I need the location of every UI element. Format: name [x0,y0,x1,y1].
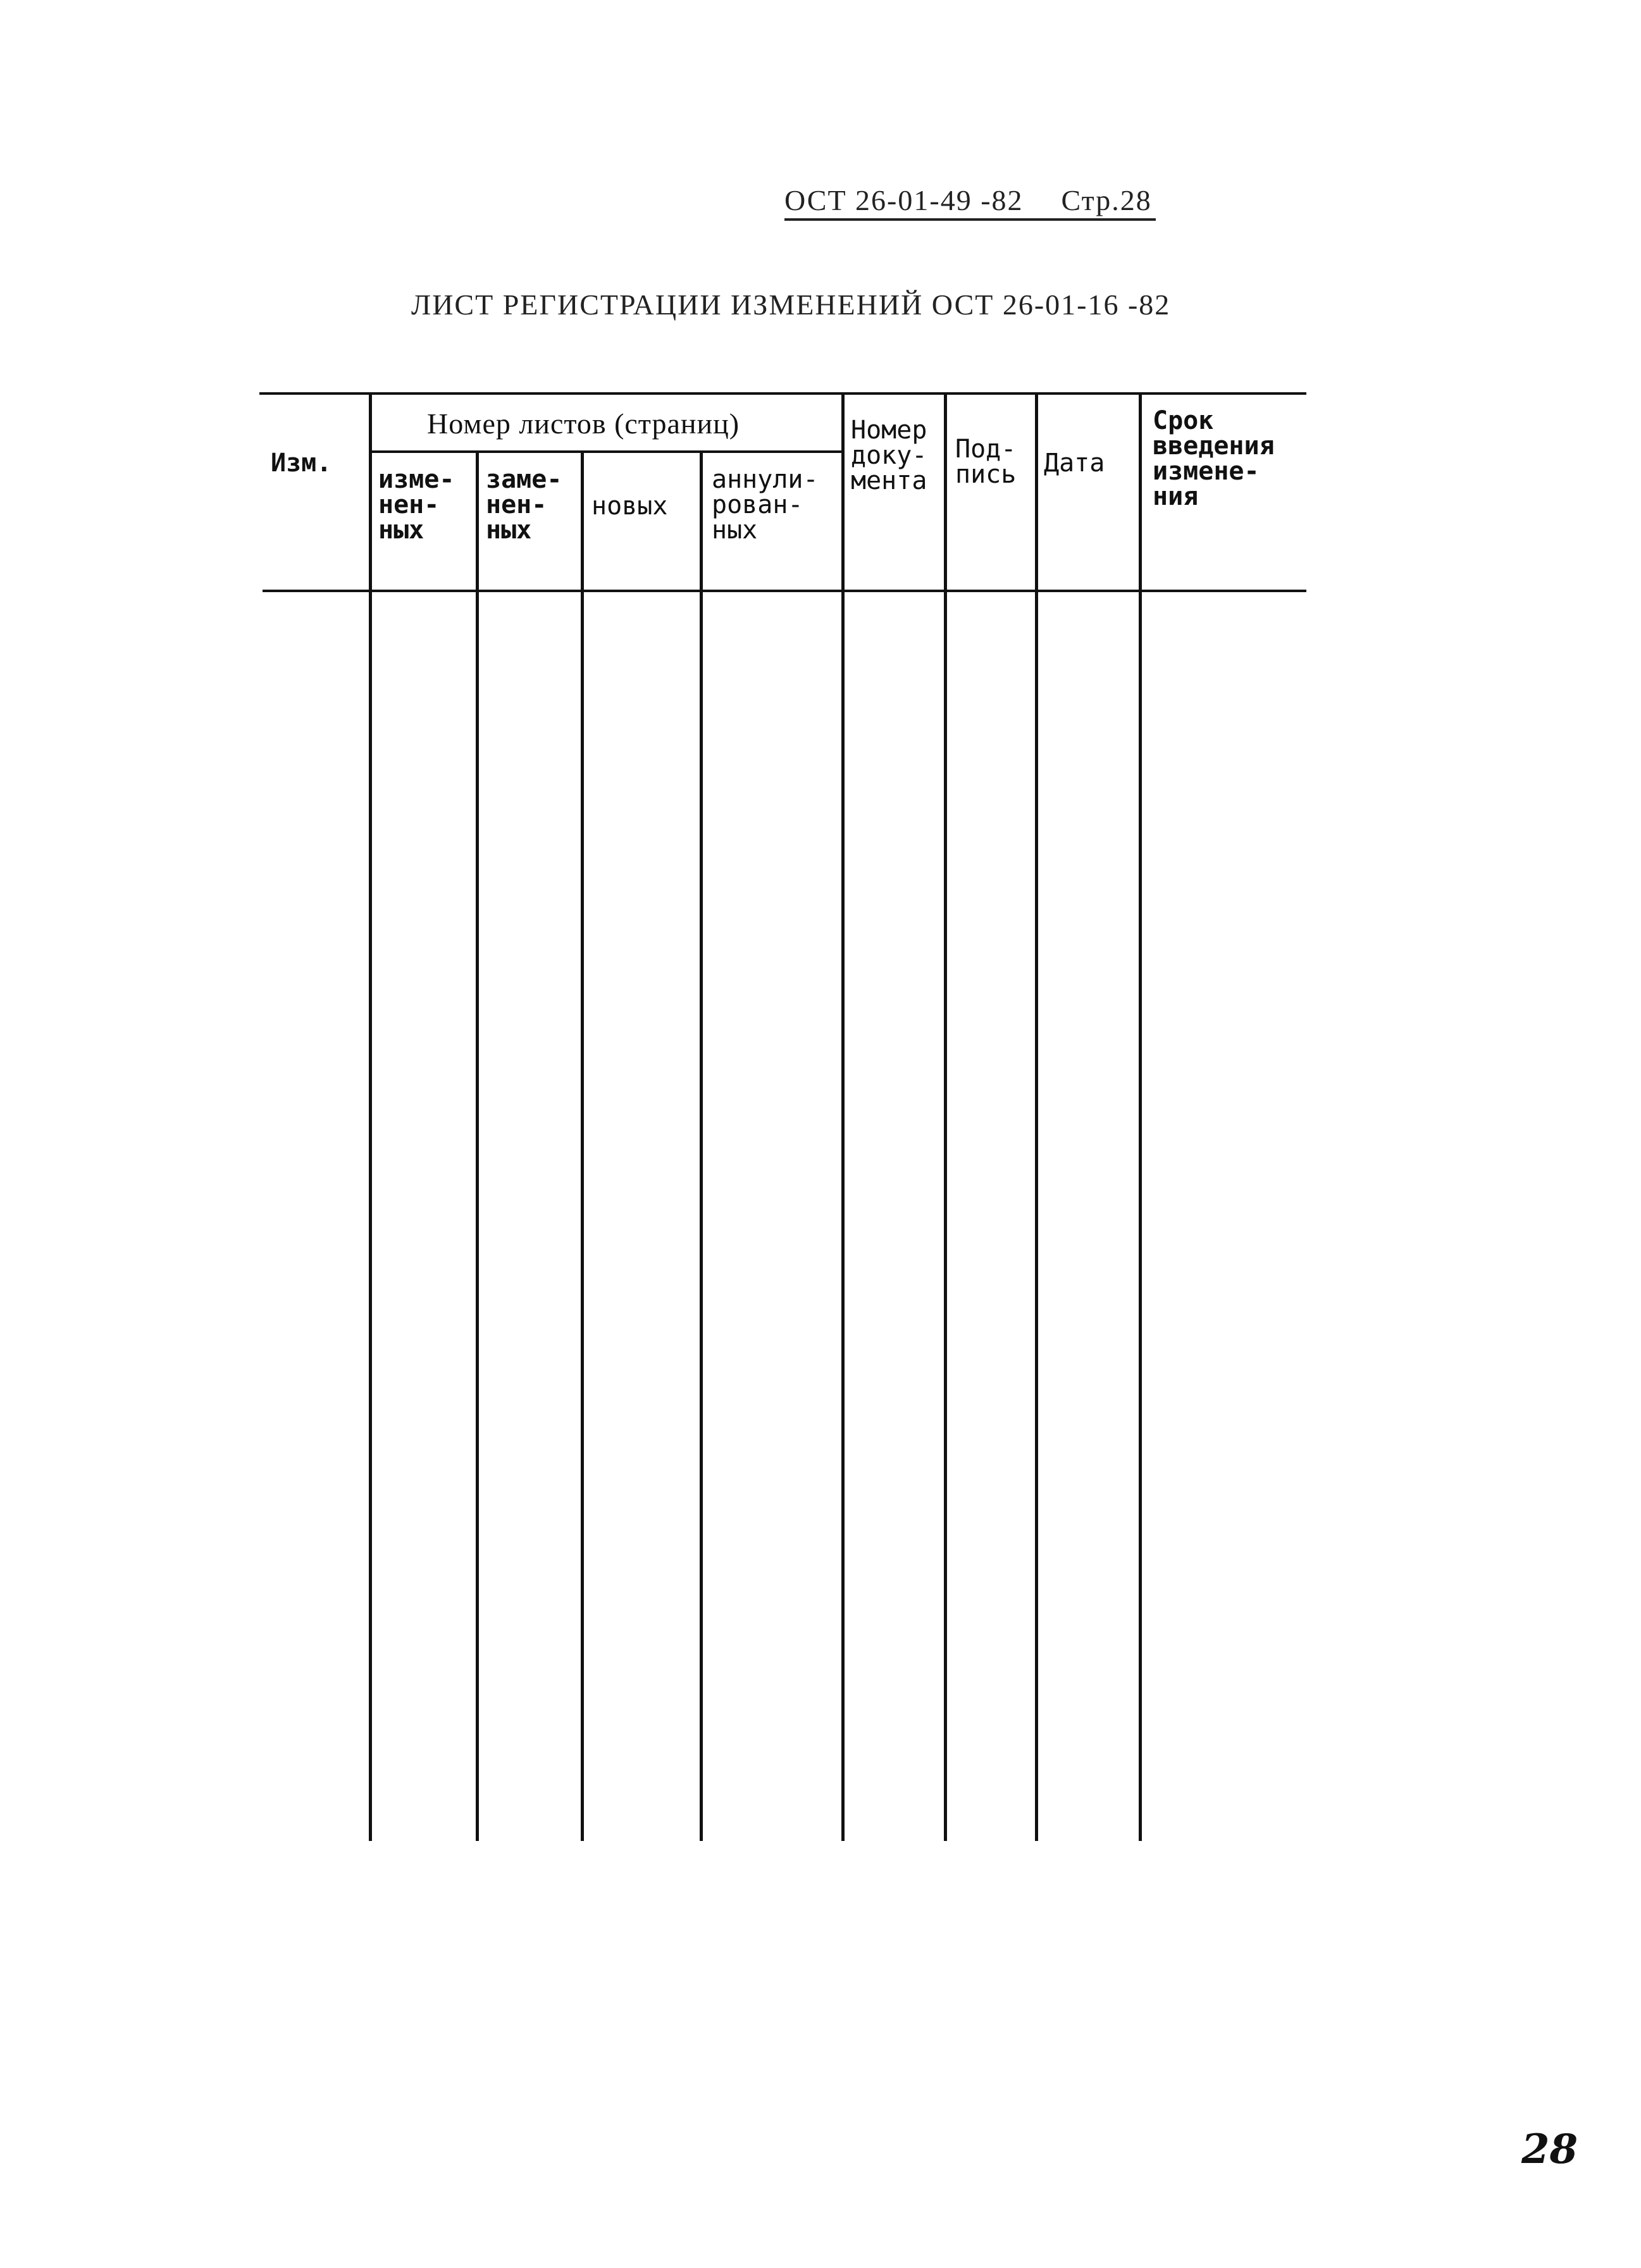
column-divider-annulirovannyh [841,392,845,1841]
header-izm: Изм. [271,449,332,478]
column-divider-novyh [700,450,703,1841]
header-nomer-dokumenta: Номер доку- мента [851,416,927,495]
sheet-title: ЛИСТ РЕГИСТРАЦИИ ИЗМЕНЕНИЙ ОСТ 26-01-16 -82 [411,288,1171,321]
subheader-zamenennyh: заме- нен- ных [486,465,562,545]
subheader-izmenennyh: изме- нен- ных [378,465,455,545]
document-code-header [784,183,1152,217]
table-top-border [259,392,1306,395]
header-srok-vvedeniya: Срок введения измене- ния [1153,406,1275,511]
handwritten-page-number: 28 [1521,2126,1578,2173]
subheader-annulirovannyh: аннули- рован- ных [712,465,819,545]
column-divider-zamenennyh [581,450,584,1841]
column-divider-izm [369,392,372,1841]
column-divider-podpis [1035,392,1038,1841]
subheader-novyh: новых [591,492,668,521]
header-bottom-border [263,590,1306,592]
header-underline [784,218,1156,221]
page-reference: Стр.28 [1061,184,1152,216]
header-data: Дата [1044,449,1105,478]
column-divider-data [1139,392,1142,1841]
document-code: ОСТ 26-01-49 -82 [784,184,1024,216]
subheader-divider [370,450,845,453]
header-podpis: Под- пись [955,435,1017,489]
column-divider-izmenennyh [476,450,479,1841]
header-group-nomer-listov: Номер листов (страниц) [427,407,740,440]
column-divider-nomer-dokumenta [944,392,947,1841]
